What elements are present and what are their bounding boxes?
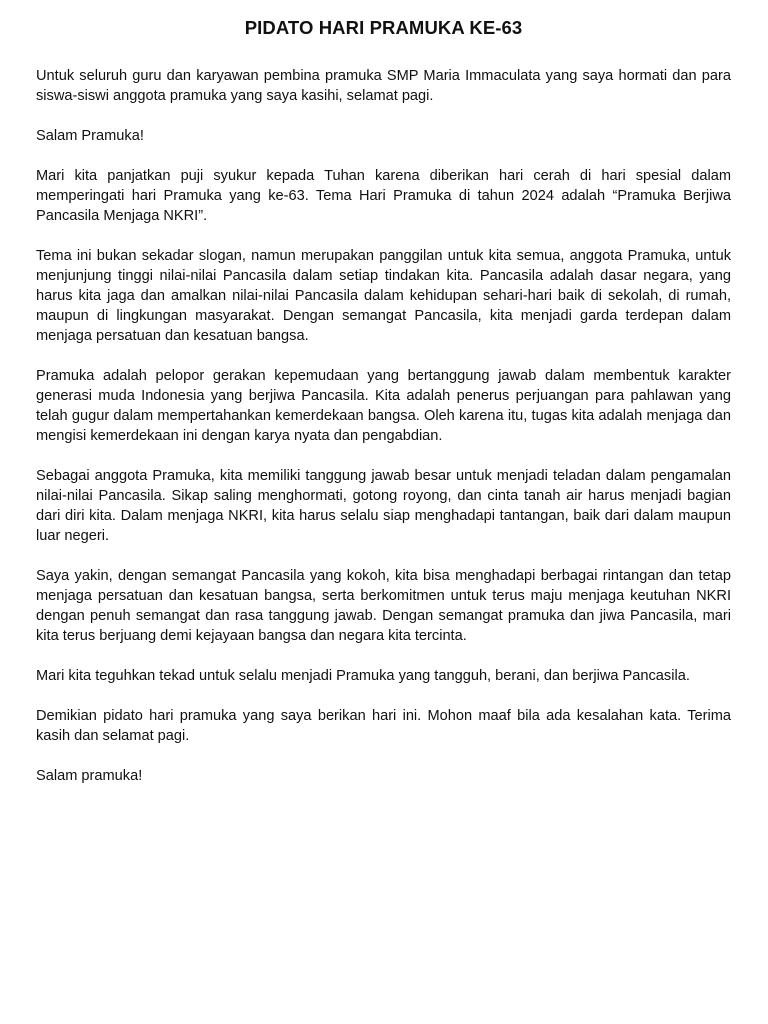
paragraph-penutup: Demikian pidato hari pramuka yang saya berikan hari ini. Mohon maaf bila ada kesalahan kata. Terima kasih dan selamat pagi. [36,708,731,744]
paragraph-greeting: Untuk seluruh guru dan karyawan pembina pramuka SMP Maria Immaculata yang saya hormati dan para siswa-siswi anggota pramuka yang saya kasihi, selamat pagi. [36,68,731,104]
paragraph-yakin: Saya yakin, dengan semangat Pancasila yang kokoh, kita bisa menghadapi berbagai rintangan dan tetap menjaga persatuan dan kesatuan bangsa, serta berkomitmen untuk terus maju menjaga keutuhan NKRI dengan penuh semangat dan rasa tanggung jawab. Dengan semangat pramuka dan jiwa Pancasila, mari kita terus berjuang demi kejayaan bangsa dan negara kita tercinta. [36,568,731,644]
document-page [36,16,731,806]
paragraph-tanggung-jawab: Sebagai anggota Pramuka, kita memiliki tanggung jawab besar untuk menjadi teladan dalam pengamalan nilai-nilai Pancasila. Sikap saling menghormati, gotong royong, dan cinta tanah air harus menjadi bagian dari diri kita. Dalam menjaga NKRI, kita harus selalu siap menghadapi tantangan, baik dari dalam maupun luar negeri. [36,468,731,544]
paragraph-puji-syukur: Mari kita panjatkan puji syukur kepada Tuhan karena diberikan hari cerah di hari spesial dalam memperingati hari Pramuka yang ke-63. Tema Hari Pramuka di tahun 2024 adalah “Pramuka Berjiwa Pancasila Menjaga NKRI”. [36,168,731,224]
paragraph-salam-pramuka: Salam Pramuka! [36,128,144,144]
paragraph-pelopor: Pramuka adalah pelopor gerakan kepemudaan yang bertanggung jawab dalam membentuk karakter generasi muda Indonesia yang berjiwa Pancasila. Kita adalah penerus perjuangan para pahlawan yang telah gugur dalam mempertahankan kemerdekaan bangsa. Oleh karena itu, tugas kita adalah menjaga dan mengisi kemerdekaan ini dengan karya nyata dan pengabdian. [36,368,731,444]
paragraph-tema: Tema ini bukan sekadar slogan, namun merupakan panggilan untuk kita semua, anggota Pramuka, untuk menjunjung tinggi nilai-nilai Pancasila dalam setiap tindakan kita. Pancasila adalah dasar negara, yang harus kita jaga dan amalkan nilai-nilai Pancasila dalam kehidupan sehari-hari baik di sekolah, di rumah, maupun di lingkungan masyarakat. Dengan semangat Pancasila, kita menjadi garda terdepan dalam menjaga persatuan dan kesatuan bangsa. [36,248,731,344]
paragraph-salam-penutup: Salam pramuka! [36,768,143,784]
document-title: PIDATO HARI PRAMUKA KE-63 [244,17,523,38]
paragraph-teguhkan-tekad: Mari kita teguhkan tekad untuk selalu menjadi Pramuka yang tangguh, berani, dan berjiwa Pancasila. [36,668,690,684]
